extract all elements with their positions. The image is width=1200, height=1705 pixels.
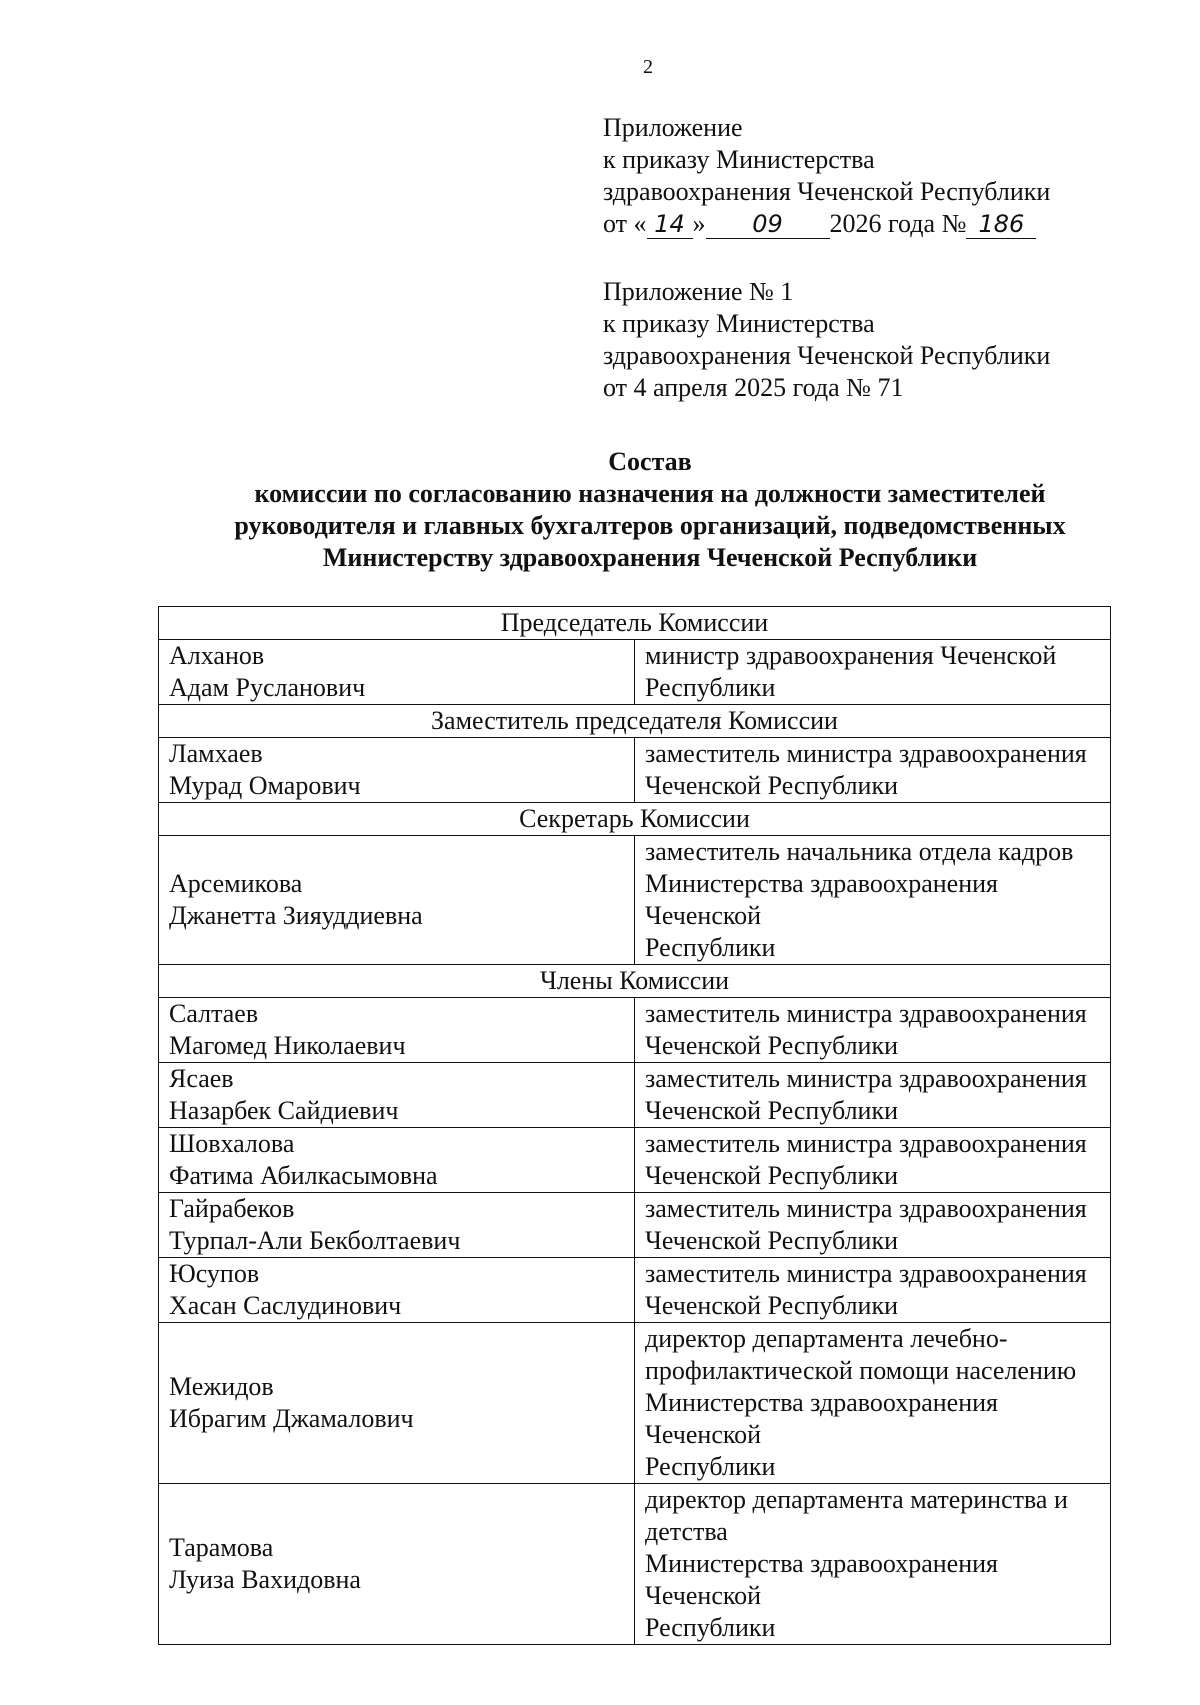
member-position-line: Министерства здравоохранения Чеченской bbox=[645, 1388, 998, 1449]
deputy-header: Заместитель председателя Комиссии bbox=[159, 705, 1111, 738]
member-position-line: Чеченской Республики bbox=[645, 1226, 899, 1255]
member-surname: Тарамова bbox=[169, 1533, 274, 1562]
member-position-line: министр здравоохранения Чеченской bbox=[645, 641, 1057, 670]
member-position-cell bbox=[635, 1063, 1111, 1128]
appendix-prev-date: от 4 апреля 2025 года № 71 bbox=[603, 373, 904, 402]
handwritten-day: 14 bbox=[647, 210, 693, 239]
member-position-line: заместитель министра здравоохранения bbox=[645, 1064, 1087, 1093]
chair-header: Председатель Комиссии bbox=[159, 607, 1111, 640]
deputy-header-row bbox=[159, 705, 1111, 738]
document-heading bbox=[150, 446, 1150, 574]
member-name-cell bbox=[159, 1063, 635, 1128]
member-position-line: Чеченской Республики bbox=[645, 771, 899, 800]
handwritten-month: 09 bbox=[706, 210, 830, 239]
member-position-line: профилактической помощи населению bbox=[645, 1356, 1077, 1385]
member-row bbox=[159, 1323, 1111, 1484]
member-position-cell bbox=[635, 1258, 1111, 1323]
member-surname: Юсупов bbox=[169, 1259, 260, 1288]
heading-title: Состав bbox=[608, 447, 692, 476]
appendix-prev-title: Приложение № 1 bbox=[603, 277, 794, 306]
member-name-cell bbox=[159, 1484, 635, 1645]
member-row bbox=[159, 1193, 1111, 1258]
members-header-row bbox=[159, 965, 1111, 998]
member-surname: Ламхаев bbox=[169, 739, 263, 768]
member-position-line: заместитель министра здравоохранения bbox=[645, 1259, 1087, 1288]
member-name-cell bbox=[159, 1258, 635, 1323]
member-position-line: директор департамента лечебно- bbox=[645, 1324, 1008, 1353]
date-prefix: от « bbox=[603, 209, 647, 238]
appendix-ministry: здравоохранения Чеченской Республики bbox=[603, 177, 1051, 206]
page-number: 2 bbox=[643, 56, 653, 78]
member-surname: Арсемикова bbox=[169, 869, 303, 898]
member-name-cell bbox=[159, 1128, 635, 1193]
member-position-line: заместитель начальника отдела кадров bbox=[645, 837, 1074, 866]
member-position-cell bbox=[635, 836, 1111, 965]
member-given: Магомед Николаевич bbox=[169, 1031, 406, 1060]
appendix-current-order bbox=[603, 112, 1050, 240]
member-position-cell bbox=[635, 1193, 1111, 1258]
member-given: Хасан Саслудинович bbox=[169, 1291, 402, 1320]
member-name-cell bbox=[159, 998, 635, 1063]
member-row bbox=[159, 1258, 1111, 1323]
member-position-cell bbox=[635, 998, 1111, 1063]
member-position-line: Чеченской Республики bbox=[645, 1161, 899, 1190]
member-position-cell bbox=[635, 738, 1111, 803]
member-position-line: заместитель министра здравоохранения bbox=[645, 1129, 1087, 1158]
member-position-line: Республики bbox=[645, 1613, 776, 1642]
member-given: Турпал-Али Бекболтаевич bbox=[169, 1226, 461, 1255]
member-position-cell bbox=[635, 640, 1111, 705]
member-name-cell bbox=[159, 640, 635, 705]
member-row bbox=[159, 1484, 1111, 1645]
member-given: Джанетта Зияуддиевна bbox=[169, 901, 423, 930]
member-given: Луиза Вахидовна bbox=[169, 1565, 361, 1594]
member-position-line: Республики bbox=[645, 673, 776, 702]
secretary-header-row bbox=[159, 803, 1111, 836]
appendix-prev-ministry: здравоохранения Чеченской Республики bbox=[603, 341, 1051, 370]
heading-line-3: руководителя и главных бухгалтеров организаций, подведомственных bbox=[234, 511, 1066, 540]
member-name-cell bbox=[159, 836, 635, 965]
member-position-line: заместитель министра здравоохранения bbox=[645, 739, 1087, 768]
member-given: Назарбек Сайдиевич bbox=[169, 1096, 399, 1125]
heading-line-2: комиссии по согласованию назначения на должности заместителей bbox=[254, 479, 1046, 508]
member-surname: Алханов bbox=[169, 641, 265, 670]
member-surname: Межидов bbox=[169, 1372, 274, 1401]
member-row bbox=[159, 836, 1111, 965]
member-row bbox=[159, 738, 1111, 803]
member-position-line: заместитель министра здравоохранения bbox=[645, 1194, 1087, 1223]
heading-line-4: Министерству здравоохранения Чеченской Республики bbox=[322, 543, 978, 572]
member-name-cell bbox=[159, 1193, 635, 1258]
member-given: Ибрагим Джамалович bbox=[169, 1404, 414, 1433]
member-surname: Салтаев bbox=[169, 999, 259, 1028]
member-position-line: Республики bbox=[645, 933, 776, 962]
member-surname: Ясаев bbox=[169, 1064, 234, 1093]
member-given: Адам Русланович bbox=[169, 673, 366, 702]
member-surname: Гайрабеков bbox=[169, 1194, 295, 1223]
member-position-line: Министерства здравоохранения Чеченской bbox=[645, 1549, 998, 1610]
member-position-line: заместитель министра здравоохранения bbox=[645, 999, 1087, 1028]
member-name-cell bbox=[159, 738, 635, 803]
appendix-previous-order bbox=[603, 276, 1050, 404]
member-surname: Шовхалова bbox=[169, 1129, 295, 1158]
member-position-cell bbox=[635, 1323, 1111, 1484]
date-mid: » bbox=[692, 209, 706, 238]
member-given: Мурад Омарович bbox=[169, 771, 361, 800]
secretary-header: Секретарь Комиссии bbox=[159, 803, 1111, 836]
member-position-line: Республики bbox=[645, 1452, 776, 1481]
appendix-prev-order-ref: к приказу Министерства bbox=[603, 309, 875, 338]
members-header: Члены Комиссии bbox=[159, 965, 1111, 998]
appendix-title: Приложение bbox=[603, 113, 743, 142]
member-position-line: Чеченской Республики bbox=[645, 1291, 899, 1320]
appendix-order-ref: к приказу Министерства bbox=[603, 145, 875, 174]
appendix-date-line bbox=[603, 208, 1050, 240]
member-row bbox=[159, 1063, 1111, 1128]
handwritten-order-number: 186 bbox=[966, 210, 1036, 239]
member-name-cell bbox=[159, 1323, 635, 1484]
commission-table bbox=[158, 606, 1111, 1645]
date-year: 2026 года № bbox=[829, 209, 967, 238]
member-position-cell bbox=[635, 1128, 1111, 1193]
member-given: Фатима Абилкасымовна bbox=[169, 1161, 438, 1190]
member-position-line: Чеченской Республики bbox=[645, 1031, 899, 1060]
chair-header-row bbox=[159, 607, 1111, 640]
member-row bbox=[159, 1128, 1111, 1193]
member-position-line: директор департамента материнства и детства bbox=[645, 1485, 1068, 1546]
member-position-line: Чеченской Республики bbox=[645, 1096, 899, 1125]
member-row bbox=[159, 998, 1111, 1063]
member-position-cell bbox=[635, 1484, 1111, 1645]
member-row bbox=[159, 640, 1111, 705]
member-position-line: Министерства здравоохранения Чеченской bbox=[645, 869, 998, 930]
